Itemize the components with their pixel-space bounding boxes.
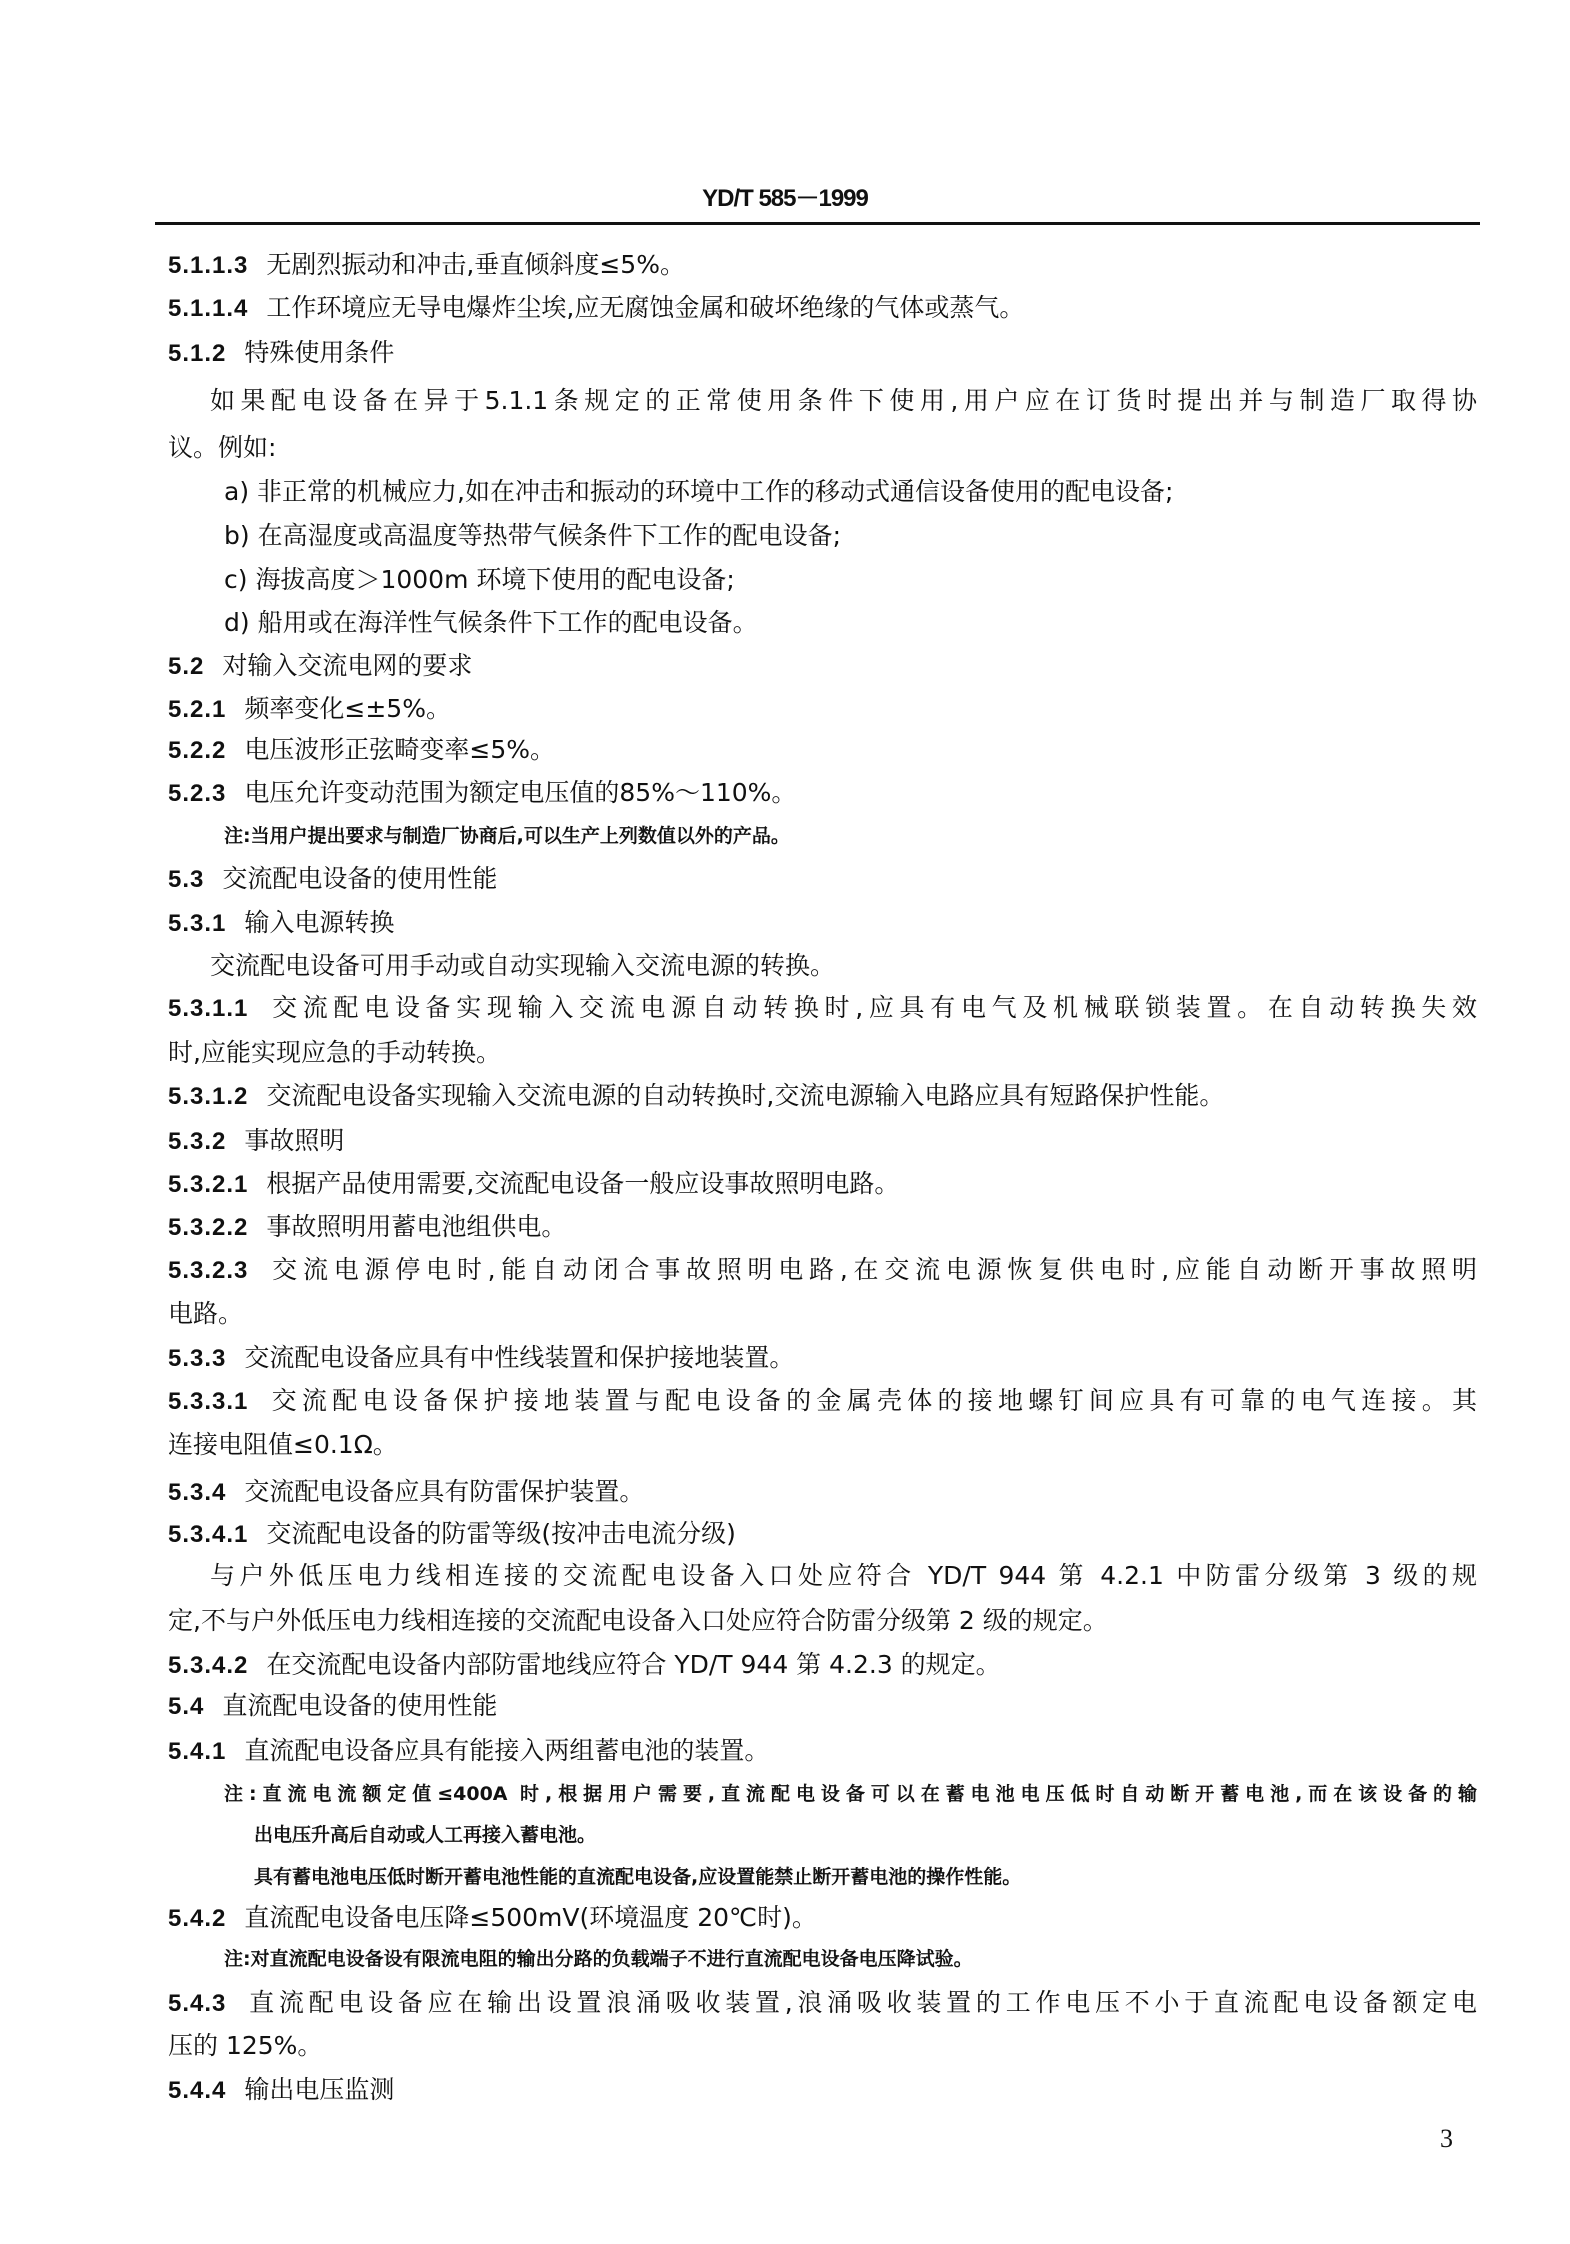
clause-text: 直流配电设备应具有能接入两组蓄电池的装置。 — [244, 1736, 770, 1765]
clause-text: 交流配电设备实现输入交流电源的自动转换时,交流电源输入电路应具有短路保护性能。 — [266, 1081, 1225, 1110]
clause-text: 输入电源转换 — [244, 908, 395, 937]
note-continuation: 具有蓄电池电压低时断开蓄电池性能的直流配电设备,应设置能禁止断开蓄电池的操作性能。 — [254, 1866, 1022, 1888]
clause-5-3-1 — [168, 908, 394, 939]
list-item: b) 在高湿度或高温度等热带气候条件下工作的配电设备; — [224, 521, 841, 550]
clause-5-3-4-2 — [168, 1650, 1001, 1681]
clause-text: 无剧烈振动和冲击,垂直倾斜度≤5%。 — [266, 250, 685, 279]
clause-5-3-2-1 — [168, 1169, 899, 1200]
clause-5-3-3 — [168, 1343, 794, 1374]
clause-text: 交流配电设备应具有中性线装置和保护接地装置。 — [244, 1343, 795, 1372]
clause-number: 5.4.3 — [168, 1990, 227, 2017]
clause-number: 5.3 — [168, 866, 205, 893]
clause-text: 交流配电设备实现输入交流电源自动转换时,应具有电气及机械联锁装置。在自动转换失效 — [266, 993, 1477, 1022]
clause-5-2-3 — [168, 778, 796, 809]
clause-text: 事故照明 — [244, 1126, 345, 1155]
paragraph-line: 定,不与户外低压电力线相连接的交流配电设备入口处应符合防雷分级第 2 级的规定。 — [168, 1606, 1108, 1635]
paragraph-line: 议。例如: — [168, 433, 277, 462]
clause-number: 5.3.2.3 — [168, 1257, 249, 1284]
note: 注:对直流配电设备设有限流电阻的输出分路的负载端子不进行直流配电设备电压降试验。 — [224, 1948, 973, 1970]
clause-5-4-2 — [168, 1903, 817, 1934]
standard-code-header: YD/T 585－1999 — [702, 185, 868, 212]
clause-text: 交流配电设备的使用性能 — [222, 864, 498, 893]
clause-5-4-1 — [168, 1736, 769, 1767]
list-item: c) 海拔高度＞1000m 环境下使用的配电设备; — [224, 565, 735, 594]
clause-text: 对输入交流电网的要求 — [222, 651, 473, 680]
clause-text: 交流配电设备保护接地装置与配电设备的金属壳体的接地螺钉间应具有可靠的电气连接。其 — [266, 1386, 1477, 1415]
clause-number: 5.4.1 — [168, 1738, 227, 1765]
clause-number: 5.1.2 — [168, 340, 227, 367]
clause-number: 5.3.2 — [168, 1128, 227, 1155]
clause-5-4 — [168, 1691, 497, 1722]
clause-text: 事故照明用蓄电池组供电。 — [266, 1212, 567, 1241]
note: 注:直流电流额定值≤400A 时,根据用户需要,直流配电设备可以在蓄电池电压低时自动断开蓄电池,而在该设备的输 — [224, 1783, 1477, 1805]
clause-number: 5.3.1.1 — [168, 995, 249, 1022]
clause-5-1-2 — [168, 338, 394, 369]
clause-text: 在交流配电设备内部防雷地线应符合 YD/T 944 第 4.2.3 的规定。 — [266, 1650, 1001, 1679]
clause-5-2-1 — [168, 694, 451, 725]
page-number: 3 — [1440, 2124, 1453, 2153]
clause-number: 5.2.2 — [168, 737, 227, 764]
clause-text: 交流电源停电时,能自动闭合事故照明电路,在交流电源恢复供电时,应能自动断开事故照明 — [266, 1255, 1477, 1284]
clause-number: 5.2.1 — [168, 696, 227, 723]
clause-5-1-1-3 — [168, 250, 685, 281]
list-item: d) 船用或在海洋性气候条件下工作的配电设备。 — [224, 608, 758, 637]
paragraph-line: 电路。 — [168, 1299, 244, 1328]
clause-5-3-2-2 — [168, 1212, 566, 1243]
paragraph-line: 与户外低压电力线相连接的交流配电设备入口处应符合 YD/T 944 第 4.2.1 中防雷分级第 3 级的规 — [210, 1561, 1477, 1590]
clause-text: 输出电压监测 — [244, 2075, 395, 2104]
clause-number: 5.3.2.1 — [168, 1171, 249, 1198]
clause-5-3-4 — [168, 1477, 644, 1508]
clause-text: 交流配电设备应具有防雷保护装置。 — [244, 1477, 645, 1506]
clause-number: 5.3.4.2 — [168, 1652, 249, 1679]
clause-5-3-4-1 — [168, 1519, 736, 1550]
clause-5-3-1-2 — [168, 1081, 1224, 1112]
clause-5-3-3-1 — [168, 1386, 1477, 1417]
note: 注:当用户提出要求与制造厂协商后,可以生产上列数值以外的产品。 — [224, 825, 790, 847]
clause-number: 5.4.2 — [168, 1905, 227, 1932]
clause-5-3-2 — [168, 1126, 344, 1157]
paragraph-line: 交流配电设备可用手动或自动实现输入交流电源的转换。 — [210, 951, 836, 980]
clause-5-3-2-3 — [168, 1255, 1477, 1286]
paragraph-line: 如果配电设备在异于5.1.1条规定的正常使用条件下使用,用户应在订货时提出并与制造厂取得协 — [210, 386, 1477, 415]
clause-number: 5.3.1.2 — [168, 1083, 249, 1110]
clause-5-3-1-1 — [168, 993, 1477, 1024]
clause-number: 5.3.3 — [168, 1345, 227, 1372]
note-continuation: 出电压升高后自动或人工再接入蓄电池。 — [254, 1824, 597, 1846]
clause-number: 5.3.4.1 — [168, 1521, 249, 1548]
clause-text: 直流配电设备电压降≤500mV(环境温度 20℃时)。 — [244, 1903, 817, 1932]
clause-number: 5.3.4 — [168, 1479, 227, 1506]
clause-number: 5.4.4 — [168, 2077, 227, 2104]
clause-text: 交流配电设备的防雷等级(按冲击电流分级) — [266, 1519, 736, 1548]
clause-number: 5.3.1 — [168, 910, 227, 937]
clause-5-4-3 — [168, 1988, 1477, 2019]
clause-text: 直流配电设备应在输出设置浪涌吸收装置,浪涌吸收装置的工作电压不小于直流配电设备额定电 — [244, 1988, 1477, 2017]
clause-5-1-1-4 — [168, 293, 1024, 324]
clause-text: 频率变化≤±5%。 — [244, 694, 451, 723]
clause-text: 直流配电设备的使用性能 — [222, 1691, 498, 1720]
paragraph-line: 压的 125%。 — [168, 2031, 323, 2060]
clause-text: 电压波形正弦畸变率≤5%。 — [244, 735, 555, 764]
clause-5-2 — [168, 651, 472, 682]
paragraph-line: 连接电阻值≤0.1Ω。 — [168, 1430, 398, 1459]
clause-number: 5.3.2.2 — [168, 1214, 249, 1241]
clause-text: 根据产品使用需要,交流配电设备一般应设事故照明电路。 — [266, 1169, 900, 1198]
clause-5-2-2 — [168, 735, 555, 766]
header-rule — [155, 222, 1480, 225]
clause-5-4-4 — [168, 2075, 394, 2106]
clause-number: 5.1.1.3 — [168, 252, 249, 279]
clause-text: 电压允许变动范围为额定电压值的85%～110%。 — [244, 778, 797, 807]
clause-number: 5.2 — [168, 653, 205, 680]
clause-number: 5.1.1.4 — [168, 295, 249, 322]
clause-text: 工作环境应无导电爆炸尘埃,应无腐蚀金属和破坏绝缘的气体或蒸气。 — [266, 293, 1025, 322]
clause-number: 5.2.3 — [168, 780, 227, 807]
clause-number: 5.3.3.1 — [168, 1388, 249, 1415]
clause-text: 特殊使用条件 — [244, 338, 395, 367]
list-item: a) 非正常的机械应力,如在冲击和振动的环境中工作的移动式通信设备使用的配电设备; — [224, 477, 1174, 506]
clause-5-3 — [168, 864, 497, 895]
paragraph-line: 时,应能实现应急的手动转换。 — [168, 1038, 501, 1067]
clause-number: 5.4 — [168, 1693, 205, 1720]
